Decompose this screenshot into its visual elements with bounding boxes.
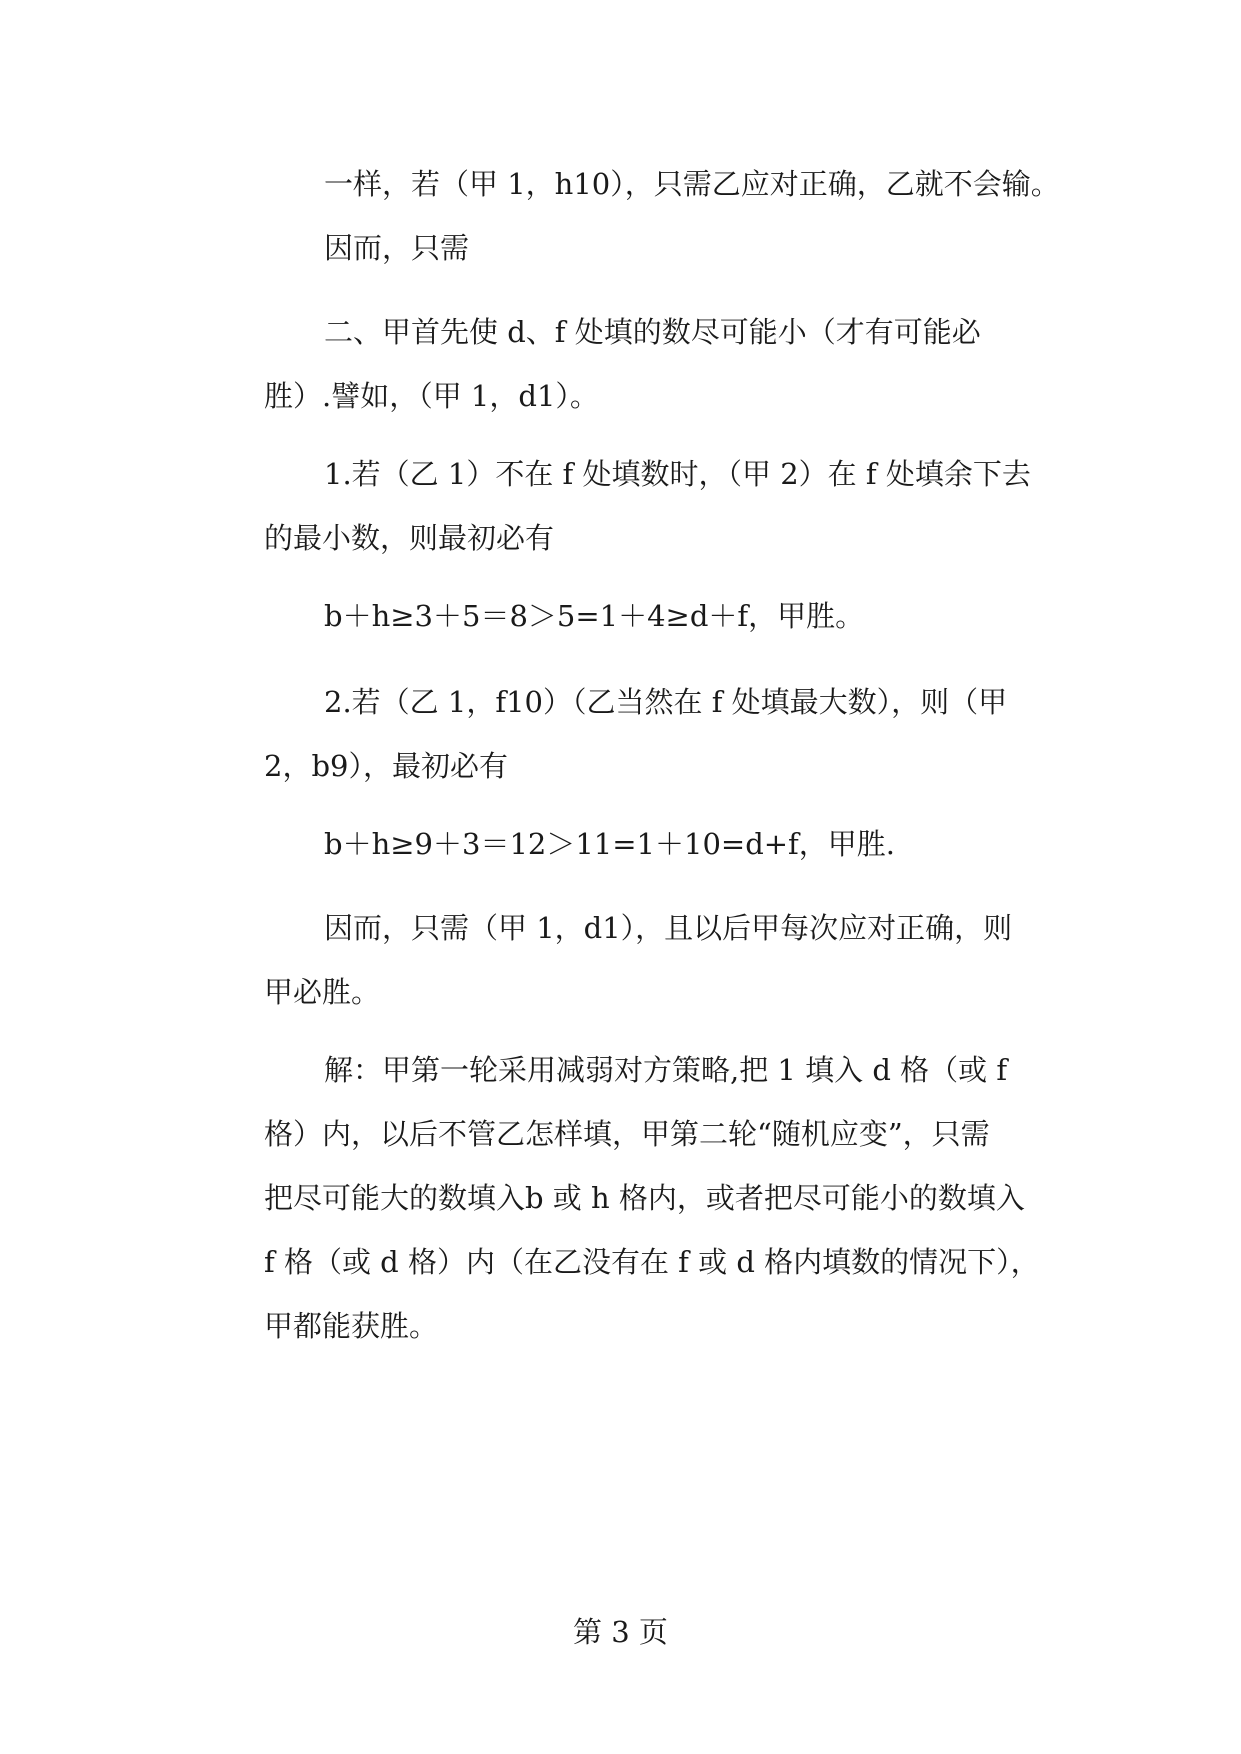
paragraph-line: 因而，只需（甲 1，d1），且以后甲每次应对正确，则 (324, 911, 1013, 945)
paragraph-line: 二、甲首先使 d、f 处填的数尽可能小（才有可能必 (324, 315, 981, 349)
paragraph-line: f 格（或 d 格）内（在乙没有在 f 或 d 格内填数的情况下）， (264, 1245, 1040, 1279)
paragraph-line: 的最小数，则最初必有 (264, 521, 555, 555)
paragraph (264, 152, 1074, 216)
page-number: 第 3 页 (573, 1615, 668, 1649)
paragraph-line: 甲都能获胜。 (264, 1309, 439, 1343)
paragraph-line: 把尽可能大的数填入b 或 h 格内，或者把尽可能小的数填入 (264, 1181, 1025, 1215)
paragraph (264, 216, 1074, 280)
paragraph-line: 一样，若（甲 1，h10），只需乙应对正确，乙就不会输。 (324, 167, 1060, 201)
paragraph-line: b＋h≥3＋5＝8＞5=1＋4≥d＋f，甲胜。 (324, 599, 865, 633)
paragraph (264, 896, 1074, 1024)
paragraph (264, 442, 1074, 570)
paragraph-line: 格）内，以后不管乙怎样填，甲第二轮“随机应变”，只需 (264, 1117, 990, 1151)
paragraph-line: 因而，只需 (324, 231, 470, 265)
paragraph-line: b＋h≥9＋3＝12＞11=1＋10=d+f，甲胜. (324, 827, 896, 861)
paragraph-line: 1.若（乙 1）不在 f 处填数时，（甲 2）在 f 处填余下去 (324, 457, 1031, 491)
formula-line (264, 584, 1074, 648)
paragraph-line: 2，b9），最初必有 (264, 749, 508, 783)
paragraph-line: 胜）.譬如，（甲 1，d1）。 (264, 379, 599, 413)
paragraph (264, 1038, 1074, 1358)
paragraph (264, 670, 1074, 798)
paragraph (264, 300, 1074, 428)
paragraph-line: 2.若（乙 1，f10）（乙当然在 f 处填最大数），则（甲 (324, 685, 1008, 719)
paragraph-line: 解：甲第一轮采用减弱对方策略,把 1 填入 d 格（或 f (324, 1053, 1008, 1087)
paragraph-line: 甲必胜。 (264, 975, 381, 1009)
formula-line (264, 812, 1074, 876)
